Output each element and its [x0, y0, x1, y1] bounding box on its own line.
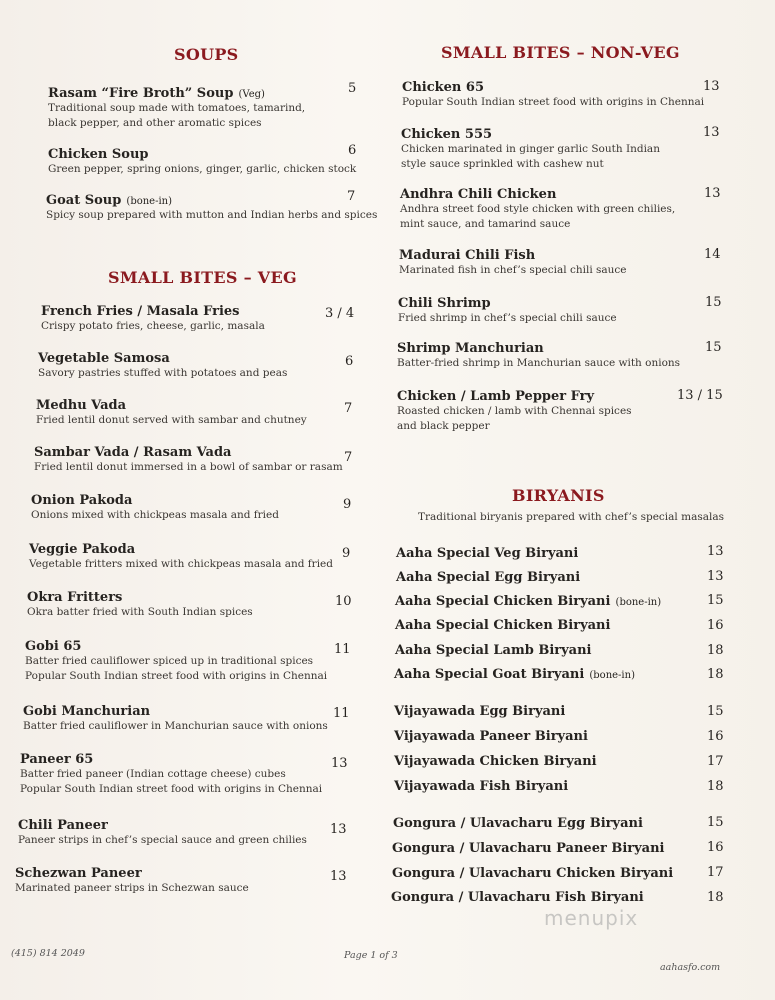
price: 9 — [343, 497, 352, 512]
menu-item: Vijayawada Fish Biryani — [394, 779, 569, 794]
price: 13 — [331, 756, 348, 771]
menu-item: Onion Pakoda Onions mixed with chickpeas masala and fried — [31, 493, 279, 521]
menu-item: Shrimp Manchurian Batter-fried shrimp in Manchurian sauce with onions — [397, 341, 681, 369]
price: 15 — [707, 704, 724, 719]
menu-item: Medhu Vada Fried lentil donut served with sambar and chutney — [36, 398, 307, 426]
menu-item: Andhra Chili Chicken Andhra street food style chicken with green chilies, mint sauce, and tamarind sauce — [400, 187, 676, 230]
menu-item: Vijayawada Paneer Biryani — [394, 729, 588, 744]
menu-item: Vegetable Samosa Savory pastries stuffed with potatoes and peas — [38, 351, 288, 379]
small-bites-veg-heading: SMALL BITES – VEG — [108, 268, 297, 287]
price: 13 — [707, 569, 724, 584]
price: 14 — [704, 247, 721, 262]
price: 17 — [707, 865, 724, 880]
menu-item: Gobi 65 Batter fried cauliflower spiced up in traditional spices Popular South Indian street food with origins in Chennai — [25, 639, 328, 682]
menu-item: Aaha Special Egg Biryani — [396, 570, 581, 585]
price: 16 — [707, 729, 724, 744]
price: 17 — [707, 754, 724, 769]
price: 15 — [707, 815, 724, 830]
menu-item: Chili Shrimp Fried shrimp in chef’s special chili sauce — [398, 296, 617, 324]
biryanis-subtitle: Traditional biryanis prepared with chef’s special masalas — [418, 511, 724, 523]
price: 13 — [707, 544, 724, 559]
menu-item: Aaha Special Chicken Biryani (bone-in) — [395, 594, 662, 609]
menu-item: Aaha Special Goat Biryani (bone-in) — [394, 667, 635, 682]
menu-item: Chicken 555 Chicken marinated in ginger garlic South Indian style sauce sprinkled with cashew nut — [401, 127, 660, 170]
price: 7 — [347, 189, 356, 204]
menu-item: Aaha Special Lamb Biryani — [395, 643, 592, 658]
small-bites-nonveg-heading: SMALL BITES – NON-VEG — [441, 43, 680, 62]
price: 18 — [707, 667, 724, 682]
price: 10 — [335, 594, 352, 609]
price: 9 — [342, 546, 351, 561]
price: 18 — [707, 779, 724, 794]
menu-item: Chicken Soup Green pepper, spring onions, ginger, garlic, chicken stock — [48, 147, 357, 175]
price: 15 — [705, 340, 722, 355]
menu-item: Schezwan Paneer Marinated paneer strips in Schezwan sauce — [15, 866, 249, 894]
price: 16 — [707, 618, 724, 633]
menu-item: Okra Fritters Okra batter fried with South Indian spices — [27, 590, 253, 618]
menu-item: French Fries / Masala Fries Crispy potato fries, cheese, garlic, masala — [41, 304, 265, 332]
price: 3 / 4 — [325, 306, 355, 321]
menu-item: Paneer 65 Batter fried paneer (Indian cottage cheese) cubes Popular South Indian street food with origins in Chennai — [20, 752, 323, 795]
price: 15 — [707, 593, 724, 608]
footer-phone: (415) 814 2049 — [11, 948, 85, 959]
menu-item: Veggie Pakoda Vegetable fritters mixed with chickpeas masala and fried — [29, 542, 333, 570]
price: 13 / 15 — [677, 388, 723, 403]
price: 6 — [345, 354, 354, 369]
soups-heading: SOUPS — [174, 45, 239, 64]
price: 5 — [348, 81, 357, 96]
price: 18 — [707, 890, 724, 905]
price: 13 — [704, 186, 721, 201]
price: 7 — [344, 450, 353, 465]
menu-item: Aaha Special Chicken Biryani — [395, 618, 611, 633]
price: 11 — [334, 642, 351, 657]
menu-item: Madurai Chili Fish Marinated fish in chef’s special chili sauce — [399, 248, 627, 276]
menu-item: Vijayawada Chicken Biryani — [394, 754, 597, 769]
menu-item: Chicken 65 Popular South Indian street food with origins in Chennai — [402, 80, 705, 108]
price: 18 — [707, 643, 724, 658]
menu-item: Chicken / Lamb Pepper Fry Roasted chicken / lamb with Chennai spices and black pepper — [397, 389, 632, 432]
price: 7 — [344, 401, 353, 416]
footer-page-number: Page 1 of 3 — [344, 950, 398, 961]
menu-item: Gongura / Ulavacharu Fish Biryani — [391, 890, 644, 905]
price: 13 — [330, 869, 347, 884]
menu-item: Rasam “Fire Broth” Soup (Veg) Traditional soup made with tomatoes, tamarind, black pepper, and other aromatic spices — [48, 86, 306, 129]
biryanis-heading: BIRYANIS — [512, 486, 605, 505]
menu-item: Chili Paneer Paneer strips in chef’s special sauce and green chilies — [18, 818, 307, 846]
menu-item: Gongura / Ulavacharu Egg Biryani — [393, 816, 643, 831]
price: 11 — [333, 706, 350, 721]
footer-website: aahasfo.com — [660, 962, 721, 973]
price: 13 — [330, 822, 347, 837]
menu-item: Gobi Manchurian Batter fried cauliflower in Manchurian sauce with onions — [23, 704, 328, 732]
price: 6 — [348, 143, 357, 158]
price: 15 — [705, 295, 722, 310]
menu-item: Vijayawada Egg Biryani — [394, 704, 566, 719]
price: 13 — [703, 125, 720, 140]
menu-item: Sambar Vada / Rasam Vada Fried lentil donut immersed in a bowl of sambar or rasam — [34, 445, 343, 473]
price: 16 — [707, 840, 724, 855]
watermark: menupix — [544, 906, 639, 930]
menu-item: Aaha Special Veg Biryani — [396, 546, 579, 561]
menu-item: Gongura / Ulavacharu Chicken Biryani — [392, 866, 674, 881]
price: 13 — [703, 79, 720, 94]
menu-item: Gongura / Ulavacharu Paneer Biryani — [392, 841, 665, 856]
menu-item: Goat Soup (bone-in) Spicy soup prepared with mutton and Indian herbs and spices — [46, 193, 378, 221]
